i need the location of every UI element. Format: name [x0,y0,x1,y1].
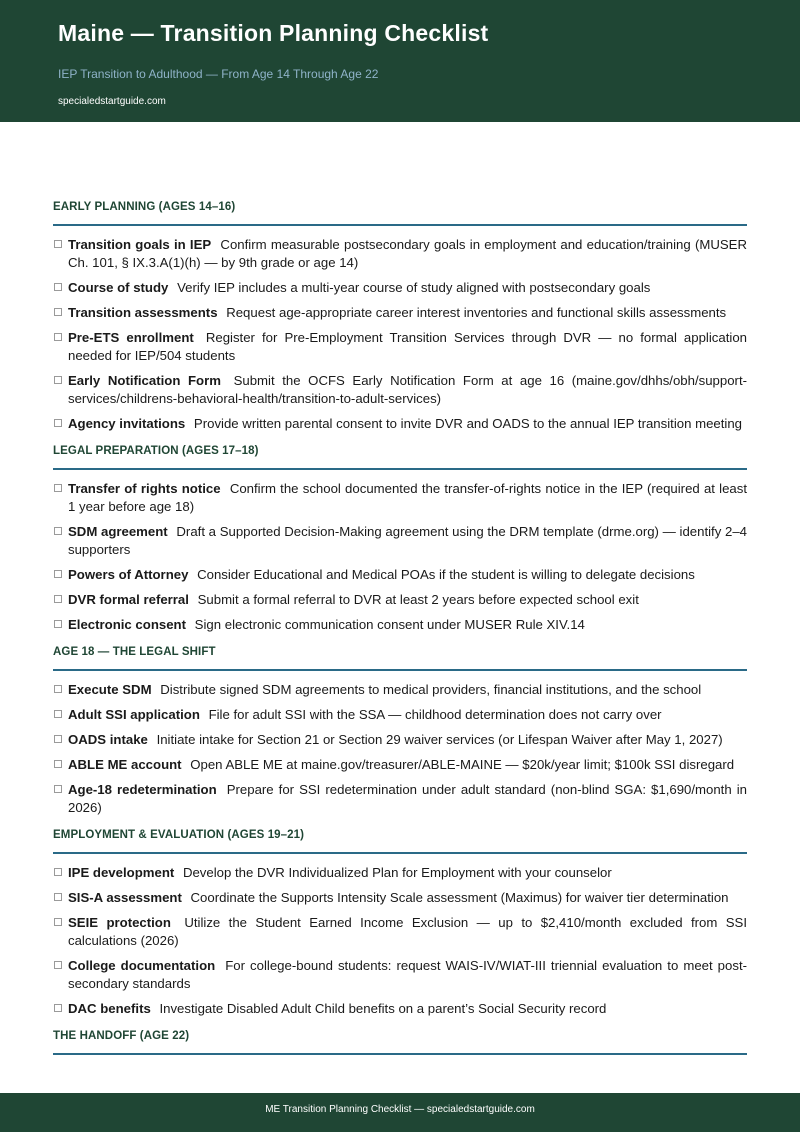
checkbox[interactable] [54,868,62,876]
checklist-items [53,236,747,433]
checklist-item [53,731,747,749]
checklist-item [53,681,747,699]
item-label: Powers of Attorney [68,567,189,582]
checklist-item [53,415,747,433]
section-title: THE HANDOFF (AGE 22) [53,1030,190,1042]
checkbox[interactable] [54,240,62,248]
item-description: Open ABLE ME at maine.gov/treasurer/ABLE-MAINE — $20k/year limit; $100k SSI disregard [190,757,735,772]
section-divider [53,1053,747,1055]
checkbox[interactable] [54,893,62,901]
checkbox[interactable] [54,1004,62,1012]
section-divider [53,224,747,226]
item-description: Provide written parental consent to invite DVR and OADS to the annual IEP transition meeting [193,416,742,431]
item-label: OADS intake [68,732,148,747]
item-label: SDM agreement [68,524,168,539]
item-description: Confirm the school documented the transfer-of-rights notice in the IEP (required at least 1 year before age 18) [68,481,748,514]
checklist-item [53,279,747,297]
item-label: SIS-A assessment [68,890,182,905]
section-title: LEGAL PREPARATION (AGES 17–18) [53,445,259,457]
item-label: IPE development [68,865,175,880]
checkbox[interactable] [54,620,62,628]
item-description: Consider Educational and Medical POAs if the student is willing to delegate decisions [197,567,695,582]
checkbox[interactable] [54,527,62,535]
checkbox[interactable] [54,484,62,492]
item-description: Submit the OCFS Early Notification Form at age 16 (maine.gov/dhhs/obh/support-services/childrens-behavioral-health/transition-to-adult-services) [68,373,747,406]
checklist-item [53,523,747,559]
checklist-item [53,889,747,907]
item-description: Register for Pre-Employment Transition Services through DVR — no formal application needed for IEP/504 students [68,330,747,363]
item-label: SEIE protection [68,915,171,930]
checklist-section [53,1028,747,1055]
checkbox[interactable] [54,283,62,291]
item-label: DVR formal referral [68,592,189,607]
item-label: Transfer of rights notice [68,481,221,496]
checklist-section [53,827,747,1018]
item-label: Early Notification Form [68,373,221,388]
page-subtitle: IEP Transition to Adulthood — From Age 14 Through Age 22 [58,67,379,81]
checkbox[interactable] [54,735,62,743]
item-description: Distribute signed SDM agreements to medical providers, financial institutions, and the school [160,682,702,697]
item-label: Transition goals in IEP [68,237,212,252]
checklist-item [53,566,747,584]
item-description: Draft a Supported Decision-Making agreement using the DRM template (drme.org) — identify 2–4 supporters [68,524,747,557]
checkbox[interactable] [54,570,62,578]
item-description: Prepare for SSI redetermination under adult standard (non-blind SGA: $1,690/month in 2026) [68,782,747,815]
item-description: Sign electronic communication consent under MUSER Rule XIV.14 [194,617,585,632]
site-name: specialedstartguide.com [58,96,166,107]
item-label: Transition assessments [68,305,218,320]
item-description: Confirm measurable postsecondary goals in employment and education/training (MUSER Ch. 101, § IX.3.A(1)(h) — by 9th grade or age 14) [68,237,747,270]
checklist-item [53,616,747,634]
checkbox[interactable] [54,785,62,793]
checklist-item [53,591,747,609]
section-title: EARLY PLANNING (AGES 14–16) [53,201,236,213]
item-label: Electronic consent [68,617,186,632]
item-description: Coordinate the Supports Intensity Scale assessment (Maximus) for waiver tier determination [190,890,729,905]
item-description: File for adult SSI with the SSA — childhood determination does not carry over [208,707,662,722]
footer-text: ME Transition Planning Checklist — specialedstartguide.com [265,1104,535,1115]
checklist-item [53,756,747,774]
checklist-item [53,781,747,817]
checklist-item [53,329,747,365]
checkbox[interactable] [54,376,62,384]
checklist-items [53,681,747,817]
item-label: Pre-ETS enrollment [68,330,194,345]
item-label: ABLE ME account [68,757,182,772]
item-label: College documentation [68,958,216,973]
checklist-section [53,199,747,433]
item-label: Execute SDM [68,682,152,697]
item-description: Initiate intake for Section 21 or Section 29 waiver services (or Lifespan Waiver after May 1, 2027) [156,732,723,747]
checklist-item [53,236,747,272]
checkbox[interactable] [54,961,62,969]
checkbox[interactable] [54,308,62,316]
page-header [0,0,800,122]
section-divider [53,669,747,671]
item-label: Agency invitations [68,416,186,431]
checklist-item [53,480,747,516]
checklist-items [53,480,747,634]
checklist-item [53,914,747,950]
checkbox[interactable] [54,333,62,341]
checkbox[interactable] [54,760,62,768]
item-description: Request age-appropriate career interest inventories and functional skills assessments [226,305,727,320]
checkbox[interactable] [54,595,62,603]
item-label: Course of study [68,280,169,295]
item-description: Develop the DVR Individualized Plan for Employment with your counselor [182,865,612,880]
checklist-item [53,957,747,993]
checklist-section [53,443,747,634]
checklist-section [53,644,747,817]
checkbox[interactable] [54,419,62,427]
checkbox[interactable] [54,918,62,926]
item-description: Investigate Disabled Adult Child benefits on a parent’s Social Security record [159,1001,607,1016]
checklist-item [53,706,747,724]
section-title: EMPLOYMENT & EVALUATION (AGES 19–21) [53,829,305,841]
item-label: DAC benefits [68,1001,151,1016]
item-description: Utilize the Student Earned Income Exclusion — up to $2,410/month excluded from SSI calculations (2026) [68,915,747,948]
page-footer [0,1093,800,1132]
item-description: For college-bound students: request WAIS-IV/WIAT-III triennial evaluation to meet post-secondary standards [68,958,748,991]
item-label: Adult SSI application [68,707,200,722]
section-divider [53,852,747,854]
section-title: AGE 18 — THE LEGAL SHIFT [53,646,216,658]
section-divider [53,468,747,470]
checklist-item [53,864,747,882]
checklist-item [53,304,747,322]
item-description: Submit a formal referral to DVR at least 2 years before expected school exit [197,592,639,607]
item-label: Age-18 redetermination [68,782,217,797]
item-description: Verify IEP includes a multi-year course of study aligned with postsecondary goals [177,280,651,295]
checkbox[interactable] [54,685,62,693]
checklist-items [53,864,747,1018]
checklist-item [53,372,747,408]
checklist-item [53,1000,747,1018]
page-title: Maine — Transition Planning Checklist [58,20,489,46]
checkbox[interactable] [54,710,62,718]
checklist-content [53,199,747,1065]
